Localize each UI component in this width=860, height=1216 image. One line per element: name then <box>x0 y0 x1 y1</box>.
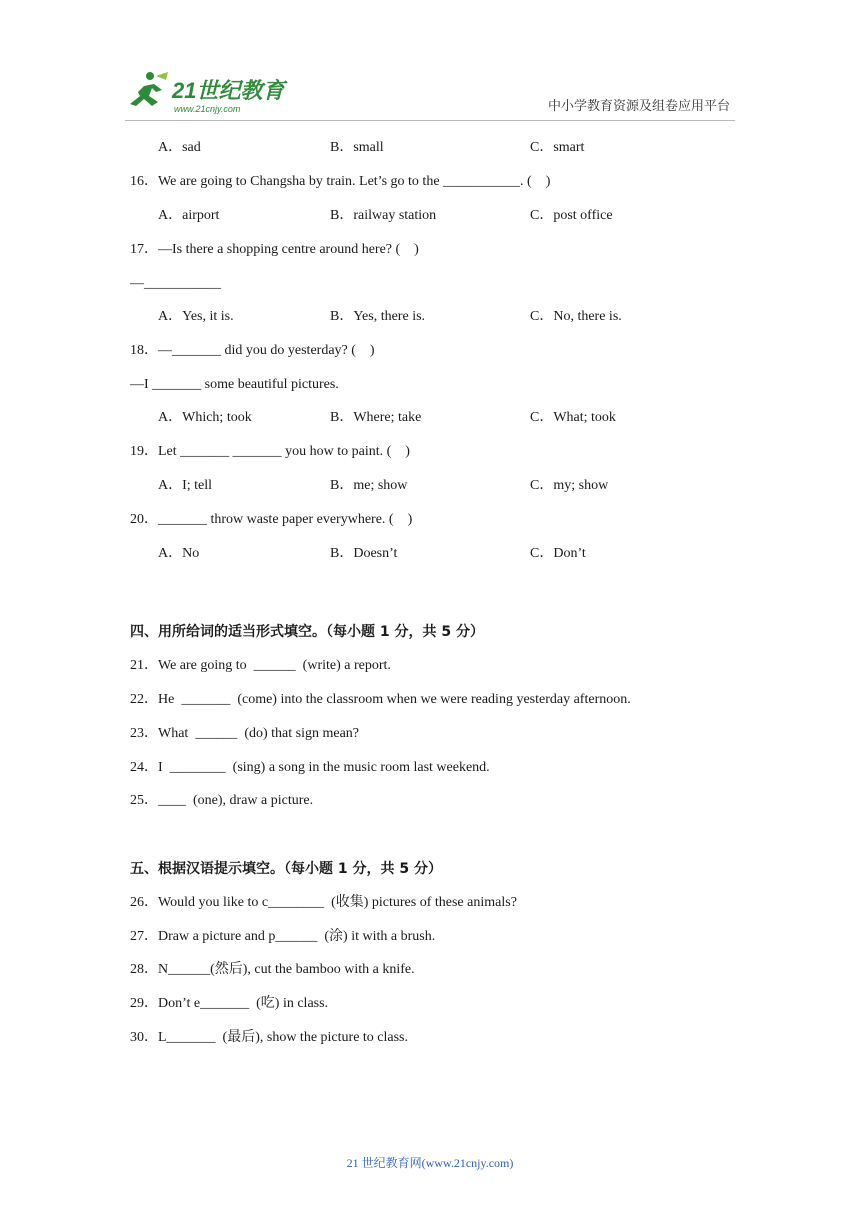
q21-item: 21．We are going to ______ (write) a report. <box>130 658 391 673</box>
q18-option-b: B．Where; take <box>330 410 422 425</box>
q18-second-line: —I _______ some beautiful pictures. <box>130 377 339 392</box>
q18-option-c: C．What; took <box>530 410 616 425</box>
logo <box>122 68 292 118</box>
q16-option-b: B．railway station <box>330 208 437 223</box>
q15-option-c: C．smart <box>530 140 585 155</box>
q30-item: 30．L_______ (最后), show the picture to class. <box>130 1030 409 1045</box>
q24-item: 24．I ________ (sing) a song in the music room last weekend. <box>130 760 490 775</box>
header-platform-text: 中小学教育资源及组卷应用平台 <box>547 99 730 114</box>
q17-option-b: B．Yes, there is. <box>330 309 426 324</box>
q17-answer-line: —___________ <box>130 276 221 291</box>
q16-question: 16．We are going to Changsha by train. Let’s go to the ___________. ( ) <box>130 174 551 189</box>
section-4-title: 四、用所给词的适当形式填空。（每小题 1 分，共 5 分） <box>130 624 484 640</box>
q20-option-b: B．Doesn’t <box>330 546 398 561</box>
logo-sub-text: www.21cnjy.com <box>174 104 241 114</box>
q15-option-a: A．sad <box>158 140 201 155</box>
q17-option-c: C．No, there is. <box>530 309 622 324</box>
q19-question: 19．Let _______ _______ you how to paint. ( ) <box>130 444 410 459</box>
q18-option-a: A．Which; took <box>158 410 252 425</box>
q25-item: 25．____ (one), draw a picture. <box>130 793 314 808</box>
q19-option-c: C．my; show <box>530 478 609 493</box>
q28-item: 28．N______(然后), cut the bamboo with a knife. <box>130 962 415 977</box>
q20-question: 20．_______ throw waste paper everywhere. ( ) <box>130 512 413 527</box>
header-divider <box>125 120 735 121</box>
q22-item: 22．He _______ (come) into the classroom when we were reading yesterday afternoon. <box>130 692 631 707</box>
q26-item: 26．Would you like to c________ (收集) pictures of these animals? <box>130 895 517 910</box>
q15-option-b: B．small <box>330 140 384 155</box>
q29-item: 29．Don’t e_______ (吃) in class. <box>130 996 329 1011</box>
section-5-title: 五、根据汉语提示填空。（每小题 1 分，共 5 分） <box>130 861 442 877</box>
q17-option-a: A．Yes, it is. <box>158 309 234 324</box>
page-footer: 21 世纪教育网(www.21cnjy.com) <box>346 1156 514 1170</box>
logo-runner-icon <box>122 68 292 118</box>
q16-option-a: A．airport <box>158 208 220 223</box>
q17-question: 17．—Is there a shopping centre around here? ( ) <box>130 242 419 257</box>
page-header <box>0 0 860 130</box>
q18-question: 18．—_______ did you do yesterday? ( ) <box>130 343 375 358</box>
q19-option-b: B．me; show <box>330 478 408 493</box>
q19-option-a: A．I; tell <box>158 478 213 493</box>
logo-main-text: 21世纪教育 <box>172 78 285 103</box>
q16-option-c: C．post office <box>530 208 613 223</box>
q23-item: 23．What ______ (do) that sign mean? <box>130 726 360 741</box>
q20-option-a: A．No <box>158 546 200 561</box>
q20-option-c: C．Don’t <box>530 546 586 561</box>
q27-item: 27．Draw a picture and p______ (涂) it with a brush. <box>130 929 436 944</box>
